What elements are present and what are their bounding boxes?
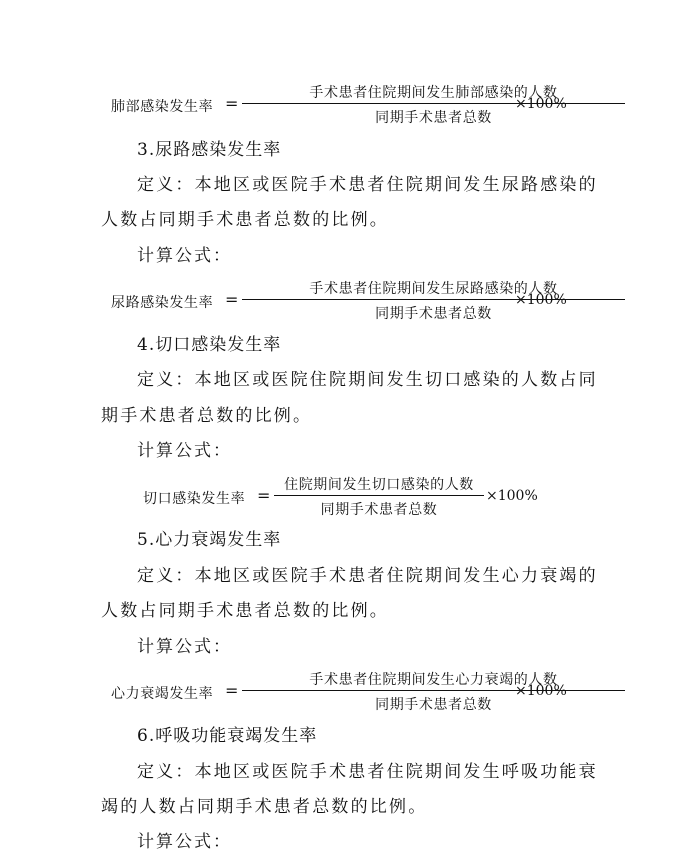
- formula-heart-failure: [111, 669, 581, 713]
- definition-respiratory-line1: 定义：本地区或医院手术患者住院期间发生呼吸功能衰: [137, 762, 598, 782]
- calc-label-respiratory: 计算公式：: [137, 832, 232, 852]
- definition-urinary-line1: 定义：本地区或医院手术患者住院期间发生尿路感染的: [137, 175, 598, 195]
- section-heading-respiratory: 6.呼吸功能衰竭发生率: [137, 726, 318, 746]
- formula-lung-infection: [111, 82, 581, 126]
- formula-urinary-infection: [111, 278, 581, 322]
- formula-numerator: 手术患者住院期间发生心力衰竭的人数: [309, 672, 558, 688]
- definition-incision-line1: 定义：本地区或医院住院期间发生切口感染的人数占同: [137, 370, 598, 390]
- fraction-bar: [242, 299, 625, 300]
- formula-label: 心力衰竭发生率: [111, 686, 214, 702]
- formula-denominator: 同期手术患者总数: [320, 502, 438, 518]
- formula-numerator: 手术患者住院期间发生尿路感染的人数: [309, 281, 558, 297]
- definition-heart-line1: 定义：本地区或医院手术患者住院期间发生心力衰竭的: [137, 566, 598, 586]
- definition-heart-line2: 人数占同期手术患者总数的比例。: [101, 601, 389, 621]
- calc-label-heart: 计算公式：: [137, 637, 232, 657]
- equals-sign: =: [225, 681, 239, 700]
- formula-denominator: 同期手术患者总数: [375, 110, 492, 126]
- formula-numerator: 住院期间发生切口感染的人数: [284, 477, 474, 493]
- formula-numerator: 手术患者住院期间发生肺部感染的人数: [309, 85, 558, 101]
- section-heading-urinary: 3.尿路感染发生率: [137, 140, 282, 160]
- formula-incision-infection: [143, 474, 543, 518]
- formula-denominator: 同期手术患者总数: [375, 697, 492, 713]
- equals-sign: =: [225, 290, 239, 309]
- calc-label-urinary: 计算公式：: [137, 246, 232, 266]
- definition-urinary-line2: 人数占同期手术患者总数的比例。: [101, 210, 389, 230]
- equals-sign: =: [225, 94, 239, 113]
- formula-label: 肺部感染发生率: [111, 99, 214, 115]
- equals-sign: =: [257, 486, 271, 505]
- fraction-bar: [242, 103, 625, 104]
- formula-label: 切口感染发生率: [143, 491, 246, 507]
- formula-label: 尿路感染发生率: [111, 295, 214, 311]
- definition-incision-line2: 期手术患者总数的比例。: [101, 406, 313, 426]
- formula-denominator: 同期手术患者总数: [375, 306, 492, 322]
- formula-multiplier: ×100%: [515, 96, 567, 112]
- section-heading-heart-failure: 5.心力衰竭发生率: [137, 530, 282, 550]
- formula-multiplier: ×100%: [515, 683, 567, 699]
- fraction-bar: [242, 690, 625, 691]
- fraction-bar: [274, 495, 484, 496]
- definition-respiratory-line2: 竭的人数占同期手术患者总数的比例。: [101, 797, 428, 817]
- formula-multiplier: ×100%: [486, 488, 538, 504]
- formula-multiplier: ×100%: [515, 292, 567, 308]
- calc-label-incision: 计算公式：: [137, 441, 232, 461]
- section-heading-incision: 4.切口感染发生率: [137, 335, 282, 355]
